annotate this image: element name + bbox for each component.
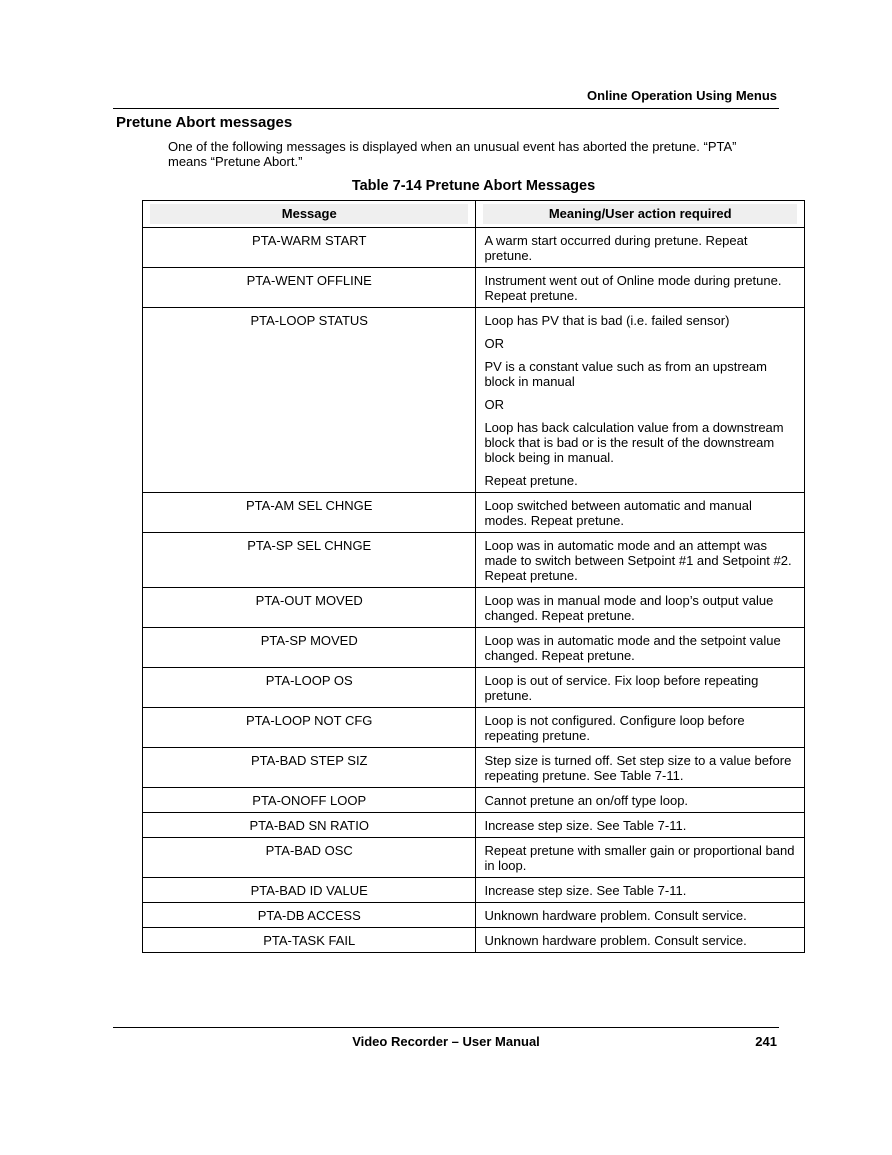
page-footer xyxy=(113,1027,779,1050)
meaning-cell xyxy=(476,903,805,928)
meaning-text: Increase step size. See Table 7-11. xyxy=(484,818,687,833)
table-caption: Table 7-14 Pretune Abort Messages xyxy=(351,178,596,194)
column-header-message-label: Message xyxy=(150,204,468,224)
table-row xyxy=(143,228,805,268)
meaning-text: OR xyxy=(484,397,504,412)
table-row xyxy=(143,788,805,813)
message-cell: PTA-LOOP NOT CFG xyxy=(143,708,476,748)
footer-title: Video Recorder – User Manual xyxy=(352,1034,540,1049)
table-row xyxy=(143,813,805,838)
meaning-cell xyxy=(476,748,805,788)
table-row xyxy=(143,668,805,708)
meaning-text: Loop was in manual mode and loop’s output value changed. Repeat pretune. xyxy=(484,593,774,623)
section-heading: Pretune Abort messages xyxy=(116,114,293,131)
meaning-text: Loop is not configured. Configure loop before repeating pretune. xyxy=(484,713,745,743)
meaning-text: Unknown hardware problem. Consult service. xyxy=(484,908,747,923)
table-row xyxy=(143,268,805,308)
message-cell: PTA-OUT MOVED xyxy=(143,588,476,628)
meaning-cell xyxy=(476,928,805,953)
table-row xyxy=(143,838,805,878)
meaning-text: Loop switched between automatic and manual modes. Repeat pretune. xyxy=(484,498,752,528)
message-cell: PTA-DB ACCESS xyxy=(143,903,476,928)
page-header xyxy=(113,86,779,109)
meaning-cell xyxy=(476,628,805,668)
meaning-text: Repeat pretune. xyxy=(484,473,578,488)
page-number: 241 xyxy=(755,1034,777,1049)
meaning-cell xyxy=(476,228,805,268)
meaning-text: PV is a constant value such as from an upstream block in manual xyxy=(484,359,767,389)
column-header-message xyxy=(143,201,476,228)
meaning-text: Repeat pretune with smaller gain or proportional band in loop. xyxy=(484,843,795,873)
meaning-cell xyxy=(476,533,805,588)
table-row xyxy=(143,878,805,903)
meaning-text: Loop was in automatic mode and an attempt was made to switch between Setpoint #1 and Setpoint #2. Repeat pretune. xyxy=(484,538,792,583)
table-row xyxy=(143,493,805,533)
meaning-text: Instrument went out of Online mode during pretune. Repeat pretune. xyxy=(484,273,782,303)
meaning-text: Loop was in automatic mode and the setpoint value changed. Repeat pretune. xyxy=(484,633,781,663)
message-cell: PTA-LOOP STATUS xyxy=(143,308,476,493)
table-body xyxy=(143,228,805,953)
meaning-cell xyxy=(476,838,805,878)
meaning-text: Cannot pretune an on/off type loop. xyxy=(484,793,689,808)
meaning-cell xyxy=(476,588,805,628)
meaning-text: Increase step size. See Table 7-11. xyxy=(484,883,687,898)
message-cell: PTA-LOOP OS xyxy=(143,668,476,708)
message-cell: PTA-SP SEL CHNGE xyxy=(143,533,476,588)
table-row xyxy=(143,708,805,748)
meaning-cell xyxy=(476,878,805,903)
meaning-text: A warm start occurred during pretune. Repeat pretune. xyxy=(484,233,748,263)
intro-paragraph: One of the following messages is displayed when an unusual event has aborted the pretune. “PTA” means “Pretune Abort.” xyxy=(168,139,737,169)
column-header-meaning xyxy=(476,201,805,228)
meaning-text: Loop is out of service. Fix loop before repeating pretune. xyxy=(484,673,759,703)
table-row xyxy=(143,903,805,928)
meaning-cell xyxy=(476,708,805,748)
table-row xyxy=(143,308,805,493)
table-header-row xyxy=(143,201,805,228)
meaning-cell xyxy=(476,813,805,838)
running-title: Online Operation Using Menus xyxy=(587,88,777,103)
pretune-abort-table xyxy=(142,200,805,953)
message-cell: PTA-BAD ID VALUE xyxy=(143,878,476,903)
meaning-text: Step size is turned off. Set step size to a value before repeating pretune. See Table 7-11. xyxy=(484,753,792,783)
meaning-cell xyxy=(476,308,805,493)
message-cell: PTA-WENT OFFLINE xyxy=(143,268,476,308)
meaning-text: Unknown hardware problem. Consult service. xyxy=(484,933,747,948)
message-cell: PTA-BAD SN RATIO xyxy=(143,813,476,838)
table-row xyxy=(143,533,805,588)
table-row xyxy=(143,928,805,953)
table-row xyxy=(143,628,805,668)
meaning-cell xyxy=(476,788,805,813)
meaning-cell xyxy=(476,493,805,533)
message-cell: PTA-WARM START xyxy=(143,228,476,268)
meaning-text: OR xyxy=(484,336,504,351)
message-cell: PTA-ONOFF LOOP xyxy=(143,788,476,813)
column-header-meaning-label: Meaning/User action required xyxy=(483,204,797,224)
message-cell: PTA-TASK FAIL xyxy=(143,928,476,953)
message-cell: PTA-BAD STEP SIZ xyxy=(143,748,476,788)
table-row xyxy=(143,748,805,788)
message-cell: PTA-SP MOVED xyxy=(143,628,476,668)
message-cell: PTA-BAD OSC xyxy=(143,838,476,878)
meaning-text: Loop has PV that is bad (i.e. failed sensor) xyxy=(484,313,730,328)
meaning-text: Loop has back calculation value from a downstream block that is bad or is the result of the downstream block being in manual. xyxy=(484,420,784,465)
meaning-cell xyxy=(476,668,805,708)
message-cell: PTA-AM SEL CHNGE xyxy=(143,493,476,533)
meaning-cell xyxy=(476,268,805,308)
table-row xyxy=(143,588,805,628)
